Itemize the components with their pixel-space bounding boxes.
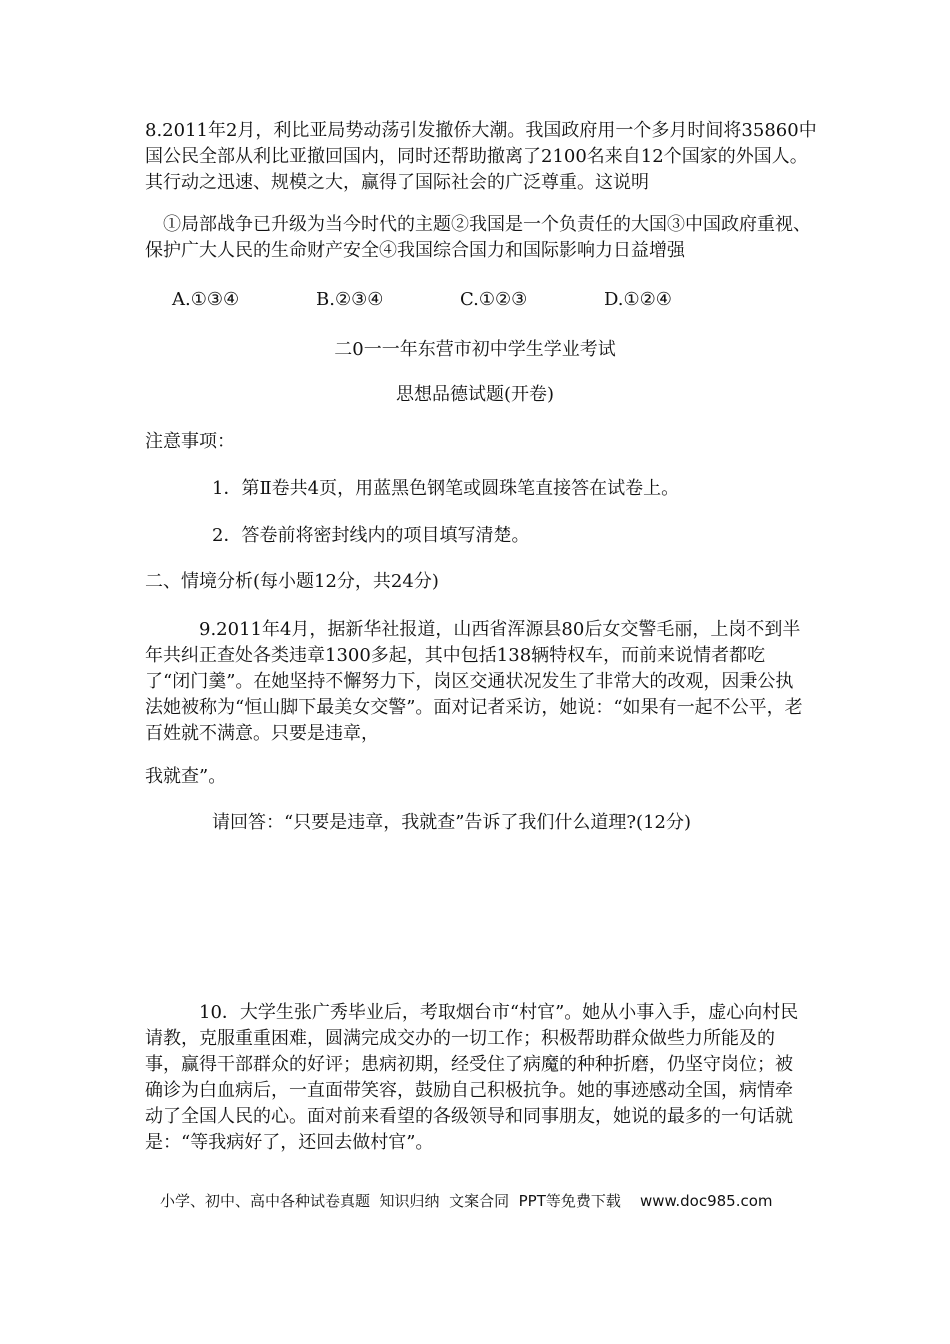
exam-title: 二0一一年东营市初中学生学业考试 (334, 339, 616, 360)
question-9-text: 9.2011年4月，据新华社报道，山西省浑源县80后女交警毛丽，上岗不到半年共纠正查处各类违章1300多起，其中包括138辆特权车，而前来说情者都吃了“闭门羹”。在她坚持不懈努力下，岗区交通状况发生了非常大的改观，因秉公执法她被称为“恒山脚下最美女交警”。面对记者采访，她说：“如果有一起不公平，老百姓就不满意。只要是违章， (145, 619, 803, 744)
page-footer (160, 1190, 773, 1212)
notice-heading: 注意事项： (145, 431, 235, 452)
option-c: C.①②③ (460, 289, 528, 310)
question-8-options (172, 287, 812, 313)
option-a: A.①③④ (172, 289, 240, 310)
question-8-stem: 8.2011年2月，利比亚局势动荡引发撤侨大潮。我国政府用一个多月时间将35860中国公民全部从利比亚撤回国内，同时还帮助撤离了2100名来自12个国家的外国人。其行动之迅速、规模之大，赢得了国际社会的广泛尊重。这说明 (145, 120, 817, 193)
question-10-text: 10．大学生张广秀毕业后，考取烟台市“村官”。她从小事入手，虚心向村民请教，克服重重困难，圆满完成交办的一切工作；积极帮助群众做些力所能及的事，赢得干部群众的好评；患病初期，经受住了病魔的种种折磨，仍坚守岗位；被确诊为白血病后，一直面带笑容，鼓励自己积极抗争。她的事迹感动全国，病情牵动了全国人民的心。面对前来看望的各级领导和同事朋友，她说的最多的一句话就是：“等我病好了，还回去做村官”。 (145, 1002, 799, 1153)
exam-subtitle: 思想品德试题(开卷) (395, 384, 555, 405)
footer-url: www.doc985.com (639, 1192, 773, 1210)
option-b: B.②③④ (316, 289, 384, 310)
notice-item-2: 2．答卷前将密封线内的项目填写清楚。 (212, 525, 530, 546)
question-8-statements: ①局部战争已升级为当今时代的主题②我国是一个负责任的大国③中国政府重视、保护广大人民的生命财产安全④我国综合国力和国际影响力日益增强 (145, 214, 811, 261)
section-2-heading: 二、情境分析(每小题12分，共24分) (145, 571, 439, 592)
question-9-text-end: 我就查”。 (145, 766, 227, 787)
notice-item-1: 1．第Ⅱ卷共4页，用蓝黑色钢笔或圆珠笔直接答在试卷上。 (212, 478, 680, 499)
footer-text: 小学、初中、高中各种试卷真题 知识归纳 文案合同 PPT等免费下载 (160, 1192, 621, 1210)
question-9-prompt: 请回答：“只要是违章，我就查”告诉了我们什么道理?(12分) (212, 812, 692, 833)
option-d: D.①②④ (604, 289, 672, 310)
